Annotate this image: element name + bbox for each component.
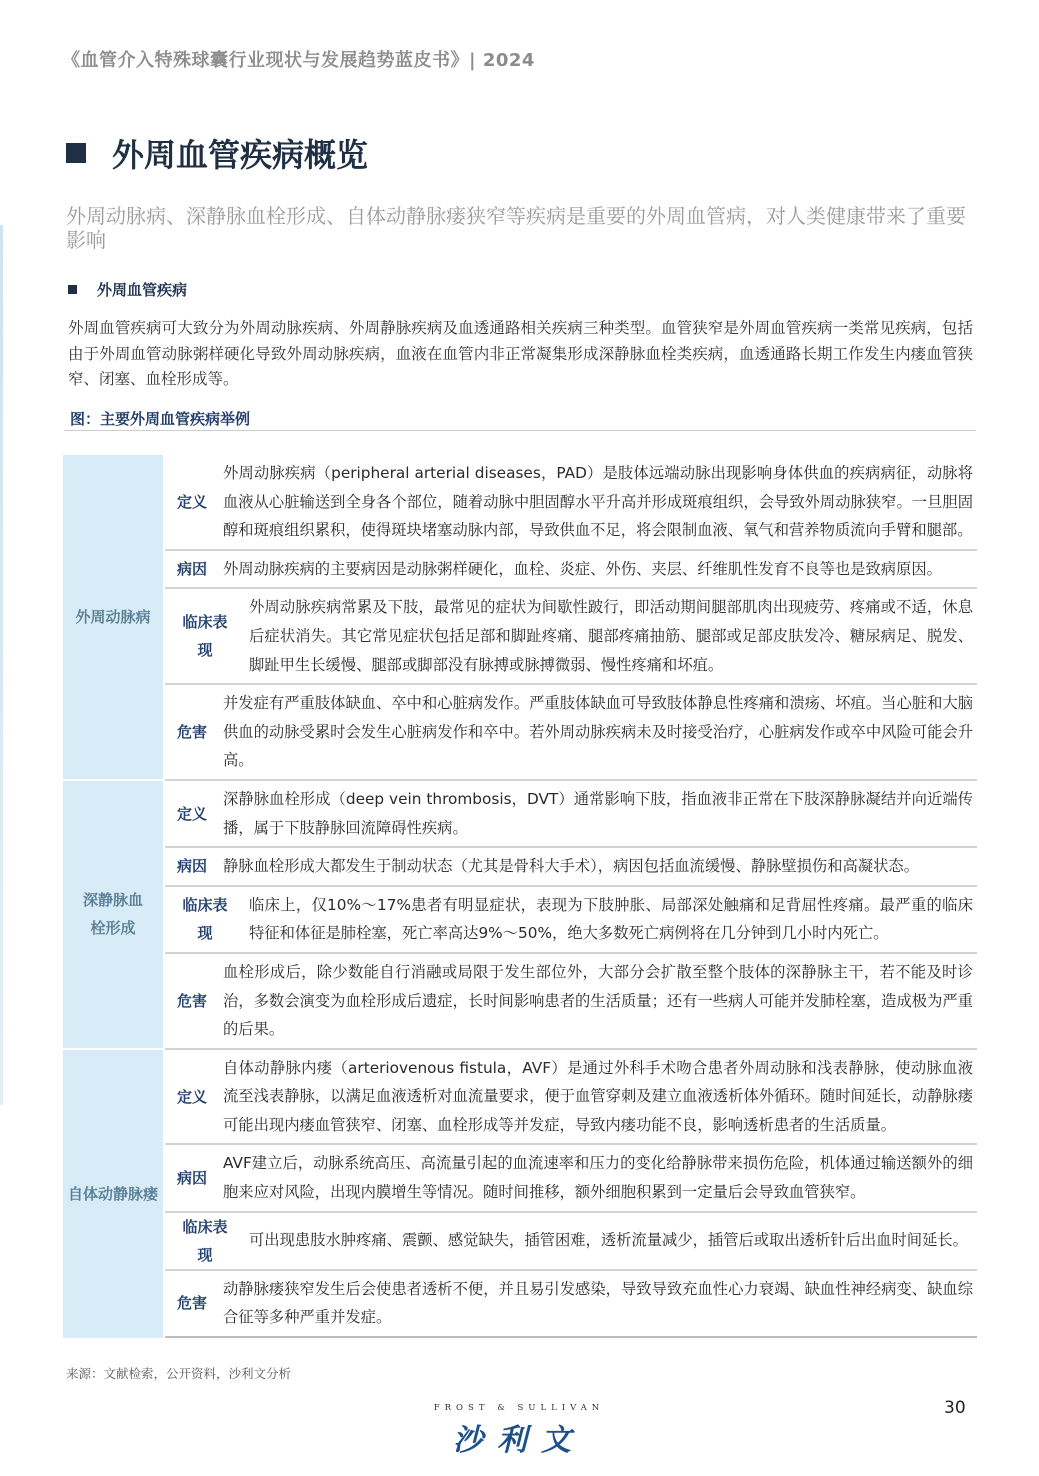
section-lead: 外周动脉病、深静脉血栓形成、自体动静脉瘘狭窄等疾病是重要的外周血管病，对人类健康带来了重要影响 xyxy=(66,204,966,252)
table-row xyxy=(165,887,977,954)
caption-divider xyxy=(64,430,976,431)
row-text: AVF建立后，动脉系统高压、高流量引起的血流速率和压力的变化给静脉带来损伤危险，机体通过输送额外的细胞来应对风险，出现内膜增生等情况。随时间推移，额外细胞积累到一定量后会导致血管狭窄。 xyxy=(223,1154,973,1202)
row-label: 病因 xyxy=(176,560,207,579)
table-row xyxy=(165,1271,977,1338)
row-text: 静脉血栓形成大都发生于制动状态（尤其是骨科大手术），病因包括血流缓慢、静脉壁损伤和高凝状态。 xyxy=(223,857,920,876)
table-row xyxy=(165,848,977,887)
table-row xyxy=(165,685,977,781)
row-text: 动静脉瘘狭窄发生后会使患者透析不便，并且易引发感染，导致导致充血性心力衰竭、缺血性神经病变、缺血综合征等多种严重并发症。 xyxy=(223,1279,973,1327)
row-text: 深静脉血栓形成（deep vein thrombosis，DVT）通常影响下肢，指血液非正常在下肢深静脉凝结并向近端传播，属于下肢静脉回流障碍性疾病。 xyxy=(223,789,973,837)
row-label: 危害 xyxy=(176,1294,207,1313)
row-label: 病因 xyxy=(176,1169,207,1188)
source-note: 来源：文献检索，公开资料，沙利文分析 xyxy=(66,1366,292,1381)
row-label: 病因 xyxy=(176,857,207,876)
row-text: 并发症有严重肢体缺血、卒中和心脏病发作。严重肢体缺血可导致肢体静息性疼痛和溃疡、坏疽。当心脏和大脑供血的动脉受累时会发生心脏病发作和卒中。若外周动脉疾病未及时接受治疗，心脏病发作或卒中风险可能会升高。 xyxy=(223,694,973,770)
table-row xyxy=(165,551,977,590)
row-text: 外周动脉疾病的主要病因是动脉粥样硬化，血栓、炎症、外伤、夹层、纤维肌性发育不良等也是致病原因。 xyxy=(223,559,942,578)
row-text: 可出现患肢水肿疼痛、震颤、感觉缺失，插管困难，透析流量减少，插管后或取出透析针后出血时间延长。 xyxy=(249,1231,968,1250)
disease-rows xyxy=(165,1050,977,1338)
subsection-title: 外周血管疾病 xyxy=(97,281,188,299)
table-row xyxy=(165,1145,977,1212)
row-label: 临床表现 xyxy=(182,896,228,943)
side-accent-strip xyxy=(0,225,3,1105)
table-row xyxy=(165,455,977,551)
disease-rows xyxy=(165,781,977,1050)
disease-name: 深静脉血栓形成 xyxy=(63,781,163,1050)
logo-chinese-text: 沙利文 xyxy=(453,1423,585,1458)
row-label: 定义 xyxy=(176,492,207,511)
row-label: 定义 xyxy=(176,804,207,823)
table-row xyxy=(165,589,977,685)
logo-english-text: FROST & SULLIVAN xyxy=(433,1403,605,1413)
page-number: 30 xyxy=(944,1398,966,1418)
figure-caption: 图：主要外周血管疾病举例 xyxy=(70,410,251,428)
row-label: 定义 xyxy=(176,1087,207,1106)
disease-group xyxy=(63,455,977,781)
row-label: 临床表现 xyxy=(182,1217,228,1264)
section-title: 外周血管疾病概览 xyxy=(112,136,369,174)
document-header-title: 《血管介入特殊球囊行业现状与发展趋势蓝皮书》| 2024 xyxy=(62,50,535,71)
table-row xyxy=(165,954,977,1050)
row-label: 临床表现 xyxy=(182,613,228,660)
disease-rows xyxy=(165,455,977,781)
disease-name: 外周动脉病 xyxy=(63,455,163,781)
square-bullet-icon xyxy=(66,143,86,163)
row-label: 危害 xyxy=(176,723,207,742)
row-text: 外周动脉疾病常累及下肢，最常见的症状为间歇性跛行，即活动期间腿部肌肉出现疲劳、疼痛或不适，休息后症状消失。其它常见症状包括足部和脚趾疼痛、腿部疼痛抽筋、腿部或足部皮肤发冷、糖尿病足、脱发、脚趾甲生长缓慢、腿部或脚部没有脉搏或脉搏微弱、慢性疼痛和坏疽。 xyxy=(249,598,973,674)
row-text: 外周动脉疾病（peripheral arterial diseases，PAD）是肢体远端动脉出现影响身体供血的疾病病征，动脉将血液从心脏输送到全身各个部位，随着动脉中胆固醇水平升高并形成斑痕组织，会导致外周动脉狭窄。一旦胆固醇和斑痕组织累积，使得斑块堵塞动脉内部，导致供血不足，将会限制血液、氧气和营养物质流向手臂和腿部。 xyxy=(223,464,973,540)
disease-table xyxy=(63,455,977,1338)
disease-name: 自体动静脉瘘 xyxy=(63,1050,163,1338)
disease-group xyxy=(63,1050,977,1338)
row-label: 危害 xyxy=(176,991,207,1010)
table-row xyxy=(165,1050,977,1146)
row-text: 血栓形成后，除少数能自行消融或局限于发生部位外，大部分会扩散至整个肢体的深静脉主干，若不能及时诊治，多数会演变为血栓形成后遗症，长时间影响患者的生活质量；还有一些病人可能并发肺栓塞，造成极为严重的后果。 xyxy=(223,962,973,1039)
table-row xyxy=(165,781,977,848)
subsection-heading xyxy=(68,279,187,300)
row-text: 临床上，仅10%～17%患者有明显症状，表现为下肢肿胀、局部深处触痛和足背屈性疼痛。最严重的临床特征和体征是肺栓塞，死亡率高达9%～50%，绝大多数死亡病例将在几分钟到几小时内死亡。 xyxy=(249,895,973,943)
small-square-bullet-icon xyxy=(68,285,77,294)
frost-sullivan-logo xyxy=(419,1403,619,1459)
intro-paragraph: 外周血管疾病可大致分为外周动脉疾病、外周静脉疾病及血透通路相关疾病三种类型。血管狭窄是外周血管疾病一类常见疾病，包括由于外周血管动脉粥样硬化导致外周动脉疾病，血液在血管内非正常凝集形成深静脉血栓类疾病，血透通路长期工作发生内瘘血管狭窄、闭塞、血栓形成等。 xyxy=(68,319,973,388)
disease-group xyxy=(63,781,977,1050)
row-text: 自体动静脉内瘘（arteriovenous fistula，AVF）是通过外科手术吻合患者外周动脉和浅表静脉，使动脉血液流至浅表静脉，以满足血液透析对血流量要求，便于血管穿刺及建立血液透析体外循环。随时间延长，动静脉瘘可能出现内瘘血管狭窄、闭塞、血栓形成等并发症，导致内瘘功能不良，影响透析患者的生活质量。 xyxy=(223,1058,973,1134)
table-row xyxy=(165,1213,977,1271)
section-heading xyxy=(66,130,368,176)
